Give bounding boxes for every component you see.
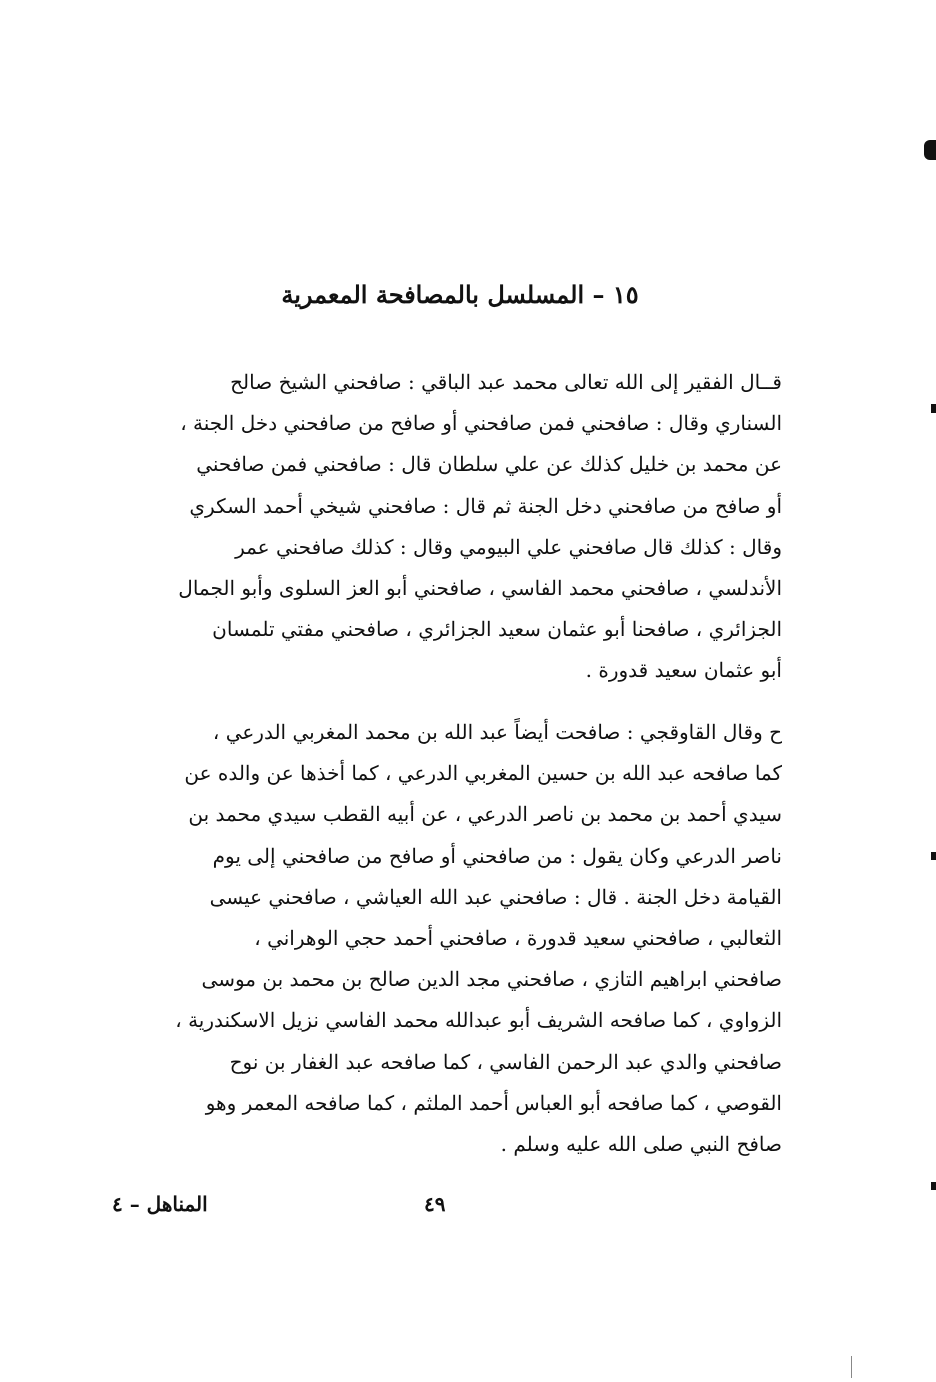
- paragraph-line: الأندلسي ، صافحني محمد الفاسي ، صافحني أبو العز السلوى وأبو الجمال: [178, 576, 782, 601]
- section-title: ١٥ – المسلسل بالمصافحة المعمرية: [281, 280, 639, 309]
- paragraph-line: عن محمد بن خليل كذلك عن علي سلطان قال : صافحني فمن صافحني: [196, 452, 782, 477]
- scan-edge-mark: [931, 1182, 936, 1190]
- paragraph-line: صافح النبي صلى الله عليه وسلم .: [500, 1132, 782, 1157]
- paragraph-line: الجزائري ، صافحنا أبو عثمان سعيد الجزائري ، صافحني مفتي تلمسان: [212, 617, 782, 642]
- paragraph-2: [130, 712, 782, 1165]
- paragraph-line: كما صافحه عبد الله بن حسين المغربي الدرعي ، كما أخذها عن والده عن: [184, 761, 782, 786]
- paragraph-line: القوصي ، كما صافحه أبو العباس أحمد الملثم ، كما صافحه المعمر وهو: [205, 1090, 782, 1115]
- paragraph-line: صافحني ابراهيم التازي ، صافحني مجد الدين صالح بن محمد بن موسى: [201, 967, 782, 992]
- scan-edge-mark: [924, 140, 936, 160]
- scan-edge-mark: [851, 1356, 852, 1378]
- paragraph-line: السناري وقال : صافحني فمن صافحني أو صافح من صافحني دخل الجنة ،: [180, 411, 782, 436]
- paragraph-line: أبو عثمان سعيد قدورة .: [585, 658, 782, 683]
- paragraph-line: القيامة دخل الجنة . قال : صافحني عبد الله العياشي ، صافحني عيسى: [209, 884, 782, 909]
- paragraph-line: الثعالبي ، صافحني سعيد قدورة ، صافحني أحمد حجي الوهراني ،: [254, 926, 782, 951]
- paragraph-line: سيدي أحمد بن محمد بن ناصر الدرعي ، عن أبيه القطب سيدي محمد بن: [188, 802, 782, 827]
- scan-edge-mark: [931, 404, 936, 413]
- scan-edge-mark: [931, 852, 936, 860]
- paragraph-line: ح وقال القاوقجي : صافحت أيضاً عبد الله بن محمد المغربي الدرعي ،: [212, 720, 782, 744]
- paragraph-line: أو صافح من صافحني دخل الجنة ثم قال : صافحني شيخي أحمد السكري: [189, 493, 782, 518]
- page-number: ٤٩: [424, 1192, 446, 1216]
- paragraph-1: [130, 362, 782, 692]
- paragraph-line: صافحني والدي عبد الرحمن الفاسي ، كما صافحه عبد الغفار بن نوح: [229, 1049, 782, 1074]
- paragraph-line: ناصر الدرعي وكان يقول : من صافحني أو صافح من صافحني إلى يوم: [212, 843, 782, 868]
- paragraph-line: قــال الفقير إلى الله تعالى محمد عبد الباقي : صافحني الشيخ صالح: [230, 370, 782, 394]
- footer-signature: المناهل – ٤: [112, 1192, 208, 1216]
- paragraph-line: وقال : كذلك قال صافحني علي البيومي وقال : كذلك صافحني عمر: [235, 534, 782, 559]
- paragraph-line: الزواوي ، كما صافحه الشريف أبو عبدالله محمد الفاسي نزيل الاسكندرية ،: [175, 1008, 782, 1033]
